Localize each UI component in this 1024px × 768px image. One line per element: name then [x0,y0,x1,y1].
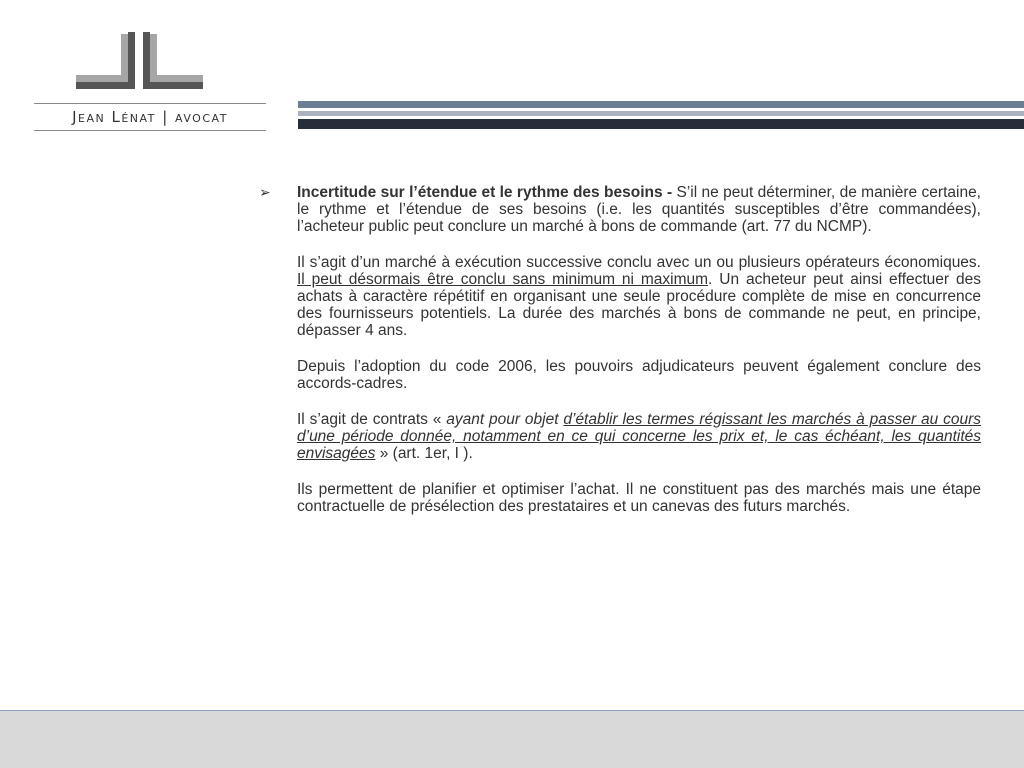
paragraph-4 [297,411,981,462]
paragraph-2-text-a: Il s’agit d’un marché à exécution successive conclu avec un ou plusieurs opérateurs économiques. [297,254,981,271]
logo-rule-top [34,103,266,104]
paragraph-1-title: Incertitude sur l’étendue et le rythme des besoins - [297,184,673,201]
paragraph-1 [297,184,981,235]
logo-firm-role: avocat [175,108,228,126]
paragraph-4-text-b: » (art. 1er, I ). [375,445,473,462]
logo-rule-bottom [34,130,266,131]
paragraph-1-body: S’il ne peut déterminer, de manière certaine, le rythme et l’étendue de ses besoins (i.e. les quantités susceptibles d’être commandées), l’acheteur public peut conclure un marché à bons de commande (art. 77 du NCMP). [297,184,981,235]
paragraph-2-text-b: . Un acheteur peut ainsi effectuer des achats à caractère répétitif en organisant une seule procédure complète de mise en concurrence des fournisseurs potentiels. La durée des marchés à bons de commande ne peut, en principe, dépasser 4 ans. [297,271,981,339]
slide-content [259,184,981,534]
paragraph-5: Ils permettent de planifier et optimiser l’achat. Il ne constituent pas des marchés mais une étape contractuelle de présélection des prestataires et un canevas des futurs marchés. [297,481,981,515]
paragraph-4-text-a: Il s’agit de contrats « [297,411,447,428]
paragraph-2-underlined: Il peut désormais être conclu sans minimum ni maximum [297,271,709,288]
paragraph-3: Depuis l’adoption du code 2006, les pouvoirs adjudicateurs peuvent également conclure des accords-cadres. [297,358,981,392]
header-stripes [298,101,1024,131]
paragraph-4-italic: ayant pour objet [446,411,564,428]
header-stripe-top [298,101,1024,108]
logo-separator: | [162,108,169,126]
arrow-bullet-icon: ➢ [259,184,271,200]
header-stripe-bottom [298,119,1024,129]
footer-band [0,710,1024,768]
logo-firm-name: Jean Lénat [72,108,156,126]
header-stripe-middle [298,111,1024,116]
logo-wordmark [34,108,266,126]
firm-logo [34,32,266,132]
logo-monogram-icon [74,32,214,94]
paragraph-2 [297,254,981,339]
paragraph-4-quote: d’établir les termes régissant les marchés à passer au cours d’une période donnée, notamment en ce qui concerne les prix et, le cas échéant, les quantités envisagées [297,411,981,462]
